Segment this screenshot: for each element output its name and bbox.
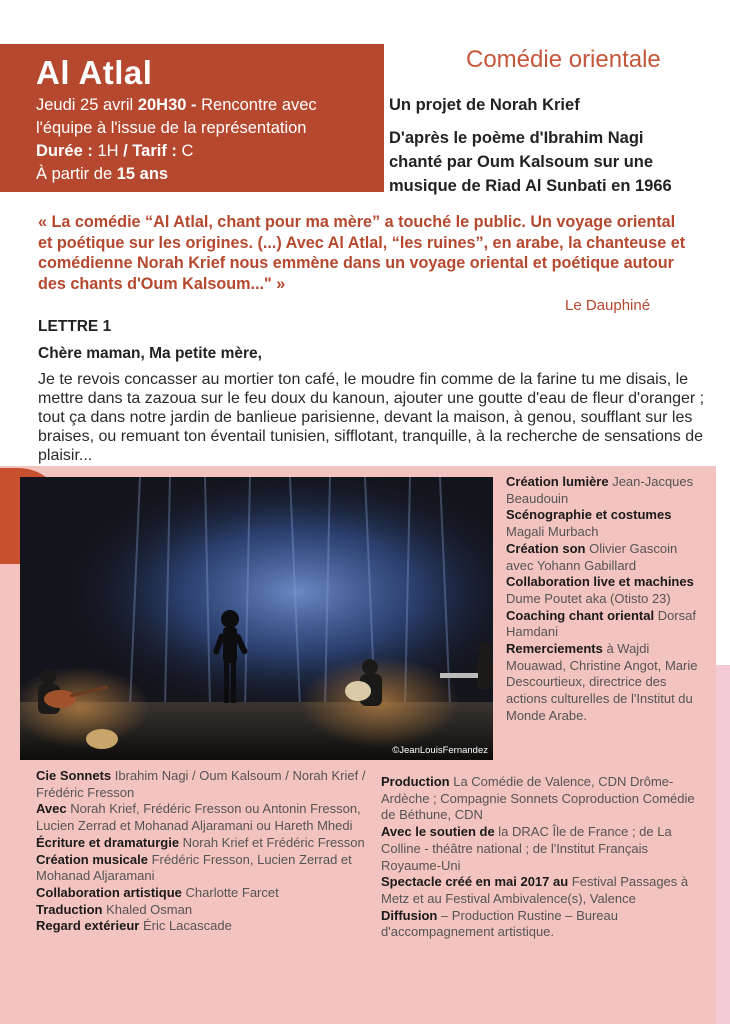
page-edge-strip [716, 665, 730, 1024]
project-line-3: chanté par Oum Kalsoum sur une [389, 153, 654, 171]
credit-item: Collaboration live et machines Dume Poutet aka (Otisto 23) [506, 574, 694, 606]
meeting-line: l'équipe à l'issue de la représentation [36, 119, 307, 137]
credit-item: Production La Comédie de Valence, CDN Drôme-Ardèche ; Compagnie Sonnets Coproduction Comédie de Béthune, CDN [381, 774, 695, 823]
credit-item: Avec le soutien de la DRAC Île de France ; de La Colline - théâtre national ; de l'Institut Français Royaume-Uni [381, 824, 672, 873]
letter-salutation: Chère maman, Ma petite mère, [38, 345, 262, 362]
genre-label: Comédie orientale [466, 46, 661, 73]
credit-item: Scénographie et costumes Magali Murbach [506, 507, 672, 540]
credit-item: Spectacle créé en mai 2017 au Festival Passages à Metz et au Festival Ambivalence(s), Valence [381, 874, 689, 906]
credit-item: Coaching chant oriental Dorsaf Hamdani [506, 607, 696, 640]
credit-item: Remerciements à Wajdi Mouawad, Christine Angot, Marie Descourtieux, directrice des actions culturelles de l'Institut du Monde Arabe. [506, 641, 698, 723]
stage-scene-illustration [20, 477, 493, 760]
credits-company [36, 768, 371, 935]
press-quote: « La comédie “Al Atlal, chant pour ma mère” a touché le public. Un voyage oriental et poétique sur les origines. (...) Avec Al Atlal, “les ruines”, en arabe, la chanteuse et comédienne Norah Krief nous emmène dans un voyage oriental et poétique autour des chants d'Oum Kalsoum..." » [38, 213, 686, 293]
duration-price-line: Durée : 1H / Tarif : C [36, 142, 194, 160]
credit-item: Écriture et dramaturgie Norah Krief et Frédéric Fresson [36, 834, 365, 850]
credit-item: Traduction Khaled Osman [36, 901, 193, 917]
credits-production [381, 774, 711, 941]
quote-source: Le Dauphiné [565, 297, 651, 314]
credit-item: Avec Norah Krief, Frédéric Fresson ou Antonin Fresson, Lucien Zerrad et Mohanad Aljaramani ou Hareth Mhedi [36, 801, 361, 834]
credit-item: Regard extérieur Éric Lacascade [36, 918, 232, 934]
credits-technical [506, 474, 706, 725]
credit-item: Création musicale Frédéric Fresson, Lucien Zerrad et Mohanad Aljaramani [36, 851, 352, 884]
age-line: À partir de 15 ans [36, 165, 169, 183]
letter-heading: LETTRE 1 [38, 318, 112, 335]
credit-item: Diffusion – Production Rustine – Bureau d'accompagnement artistique. [381, 907, 618, 940]
letter-body: Je te revois concasser au mortier ton café, le moudre fin comme de la farine tu me disais, le mettre dans ta zazoua sur le feu doux du kanoun, ajouter une goutte d'eau de fleur d'oranger ; tout ça dans notre jardin de banlieue parisienne, devant la maison, à genou, soufflant sur les braises, ou remuant ton éventail tunisien, sifflotant, tranquille, à la recherche de sensations de plaisir... [38, 371, 705, 464]
project-line-1: Un projet de Norah Krief [389, 96, 580, 114]
credit-item: Création lumière Jean-Jacques Beaudouin [506, 474, 694, 506]
credit-item: Cie Sonnets Ibrahim Nagi / Oum Kalsoum / Norah Krief / Frédéric Fresson [36, 768, 366, 800]
photo-credit: ©JeanLouisFernandez [392, 745, 488, 756]
project-line-4: musique de Riad Al Sunbati en 1966 [389, 177, 672, 195]
project-line-2: D'après le poème d'Ibrahim Nagi [389, 129, 644, 147]
stage-photo [20, 477, 493, 760]
show-title: Al Atlal [36, 54, 153, 91]
date-line: Jeudi 25 avril 20H30 - Rencontre avec [36, 96, 317, 114]
credit-item: Collaboration artistique Charlotte Farcet [36, 884, 279, 900]
credit-item: Création son Olivier Gascoin avec Yohann Gabillard [506, 540, 678, 573]
